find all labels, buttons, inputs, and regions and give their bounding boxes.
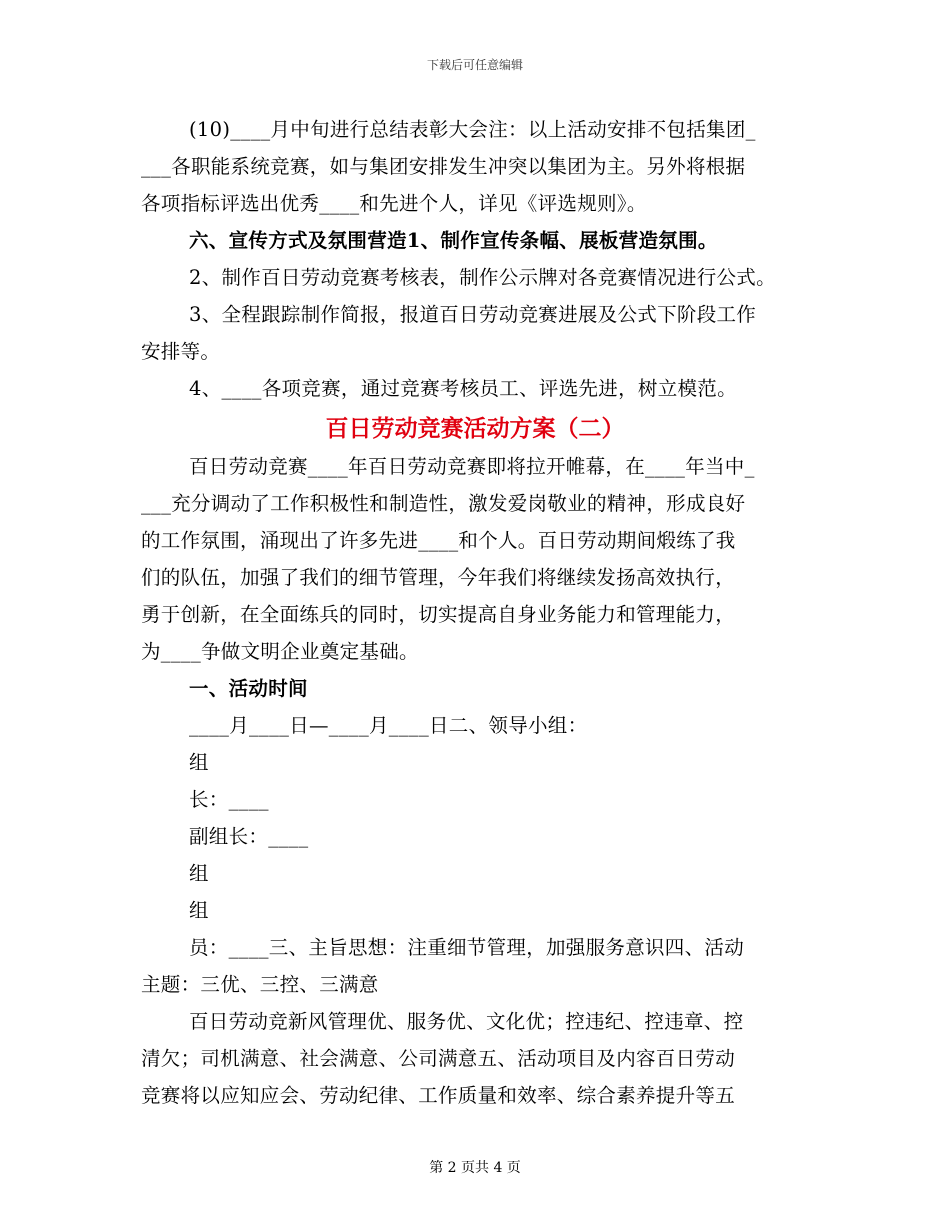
body-line: 清欠；司机满意、社会满意、公司满意五、活动项目及内容百日劳动 (141, 1047, 736, 1070)
body-line: 组 (189, 899, 209, 922)
body-line: 组 (189, 751, 209, 774)
body-line: 百日劳动竞新风管理优、服务优、文化优；控违纪、控违章、控 (189, 1010, 744, 1033)
body-line: 竞赛将以应知应会、劳动纪律、工作质量和效率、综合素养提升等五 (141, 1084, 736, 1107)
body-line: ___充分调动了工作积极性和制造性，激发爱岗敬业的精神，形成良好 (141, 492, 746, 515)
body-line: 组 (189, 862, 209, 885)
body-line: (10)____月中旬进行总结表彰大会注：以上活动安排不包括集团_ (189, 118, 756, 141)
body-line: 们的队伍，加强了我们的细节管理，今年我们将继续发扬高效执行， (141, 566, 736, 589)
body-line: 4、____各项竞赛，通过竞赛考核员工、评选先进，树立模范。 (189, 377, 737, 400)
body-line: ____月____日—____月____日二、领导小组： (189, 714, 588, 737)
body-line: 副组长：____ (189, 825, 309, 848)
body-line: 长：____ (189, 788, 269, 811)
body-line: 员：____三、主旨思想：注重细节管理，加强服务意识四、活动 (189, 936, 744, 959)
body-line: 勇于创新，在全面练兵的同时，切实提高自身业务能力和管理能力， (141, 603, 736, 626)
body-line: ___各职能系统竞赛，如与集团安排发生冲突以集团为主。另外将根据 (141, 155, 746, 178)
section-heading: 一、活动时间 (189, 677, 308, 700)
body-line: 3、全程跟踪制作简报，报道百日劳动竞赛进展及公式下阶段工作 (189, 303, 757, 326)
body-line: 为____争做文明企业奠定基础。 (141, 640, 419, 663)
body-line: 百日劳动竞赛____年百日劳动竞赛即将拉开帷幕，在____年当中_ (189, 455, 755, 478)
page-header: 下载后可任意编辑 (426, 58, 523, 72)
body-line: 2、制作百日劳动竞赛考核表，制作公示牌对各竞赛情况进行公式。 (189, 266, 776, 289)
body-line: 主题：三优、三控、三满意 (141, 973, 379, 996)
body-line: 的工作氛围，涌现出了许多先进____和个人。百日劳动期间煅练了我 (141, 529, 736, 552)
section-heading: 六、宣传方式及氛围营造1、制作宣传条幅、展板营造氛围。 (189, 229, 718, 252)
document-title: 百日劳动竞赛活动方案（二） (325, 415, 625, 442)
body-line: 各项指标评选出优秀____和先进个人，详见《评选规则》。 (141, 192, 647, 215)
page-footer: 第 2 页共 4 页 (429, 1160, 521, 1176)
body-line: 安排等。 (141, 340, 221, 363)
